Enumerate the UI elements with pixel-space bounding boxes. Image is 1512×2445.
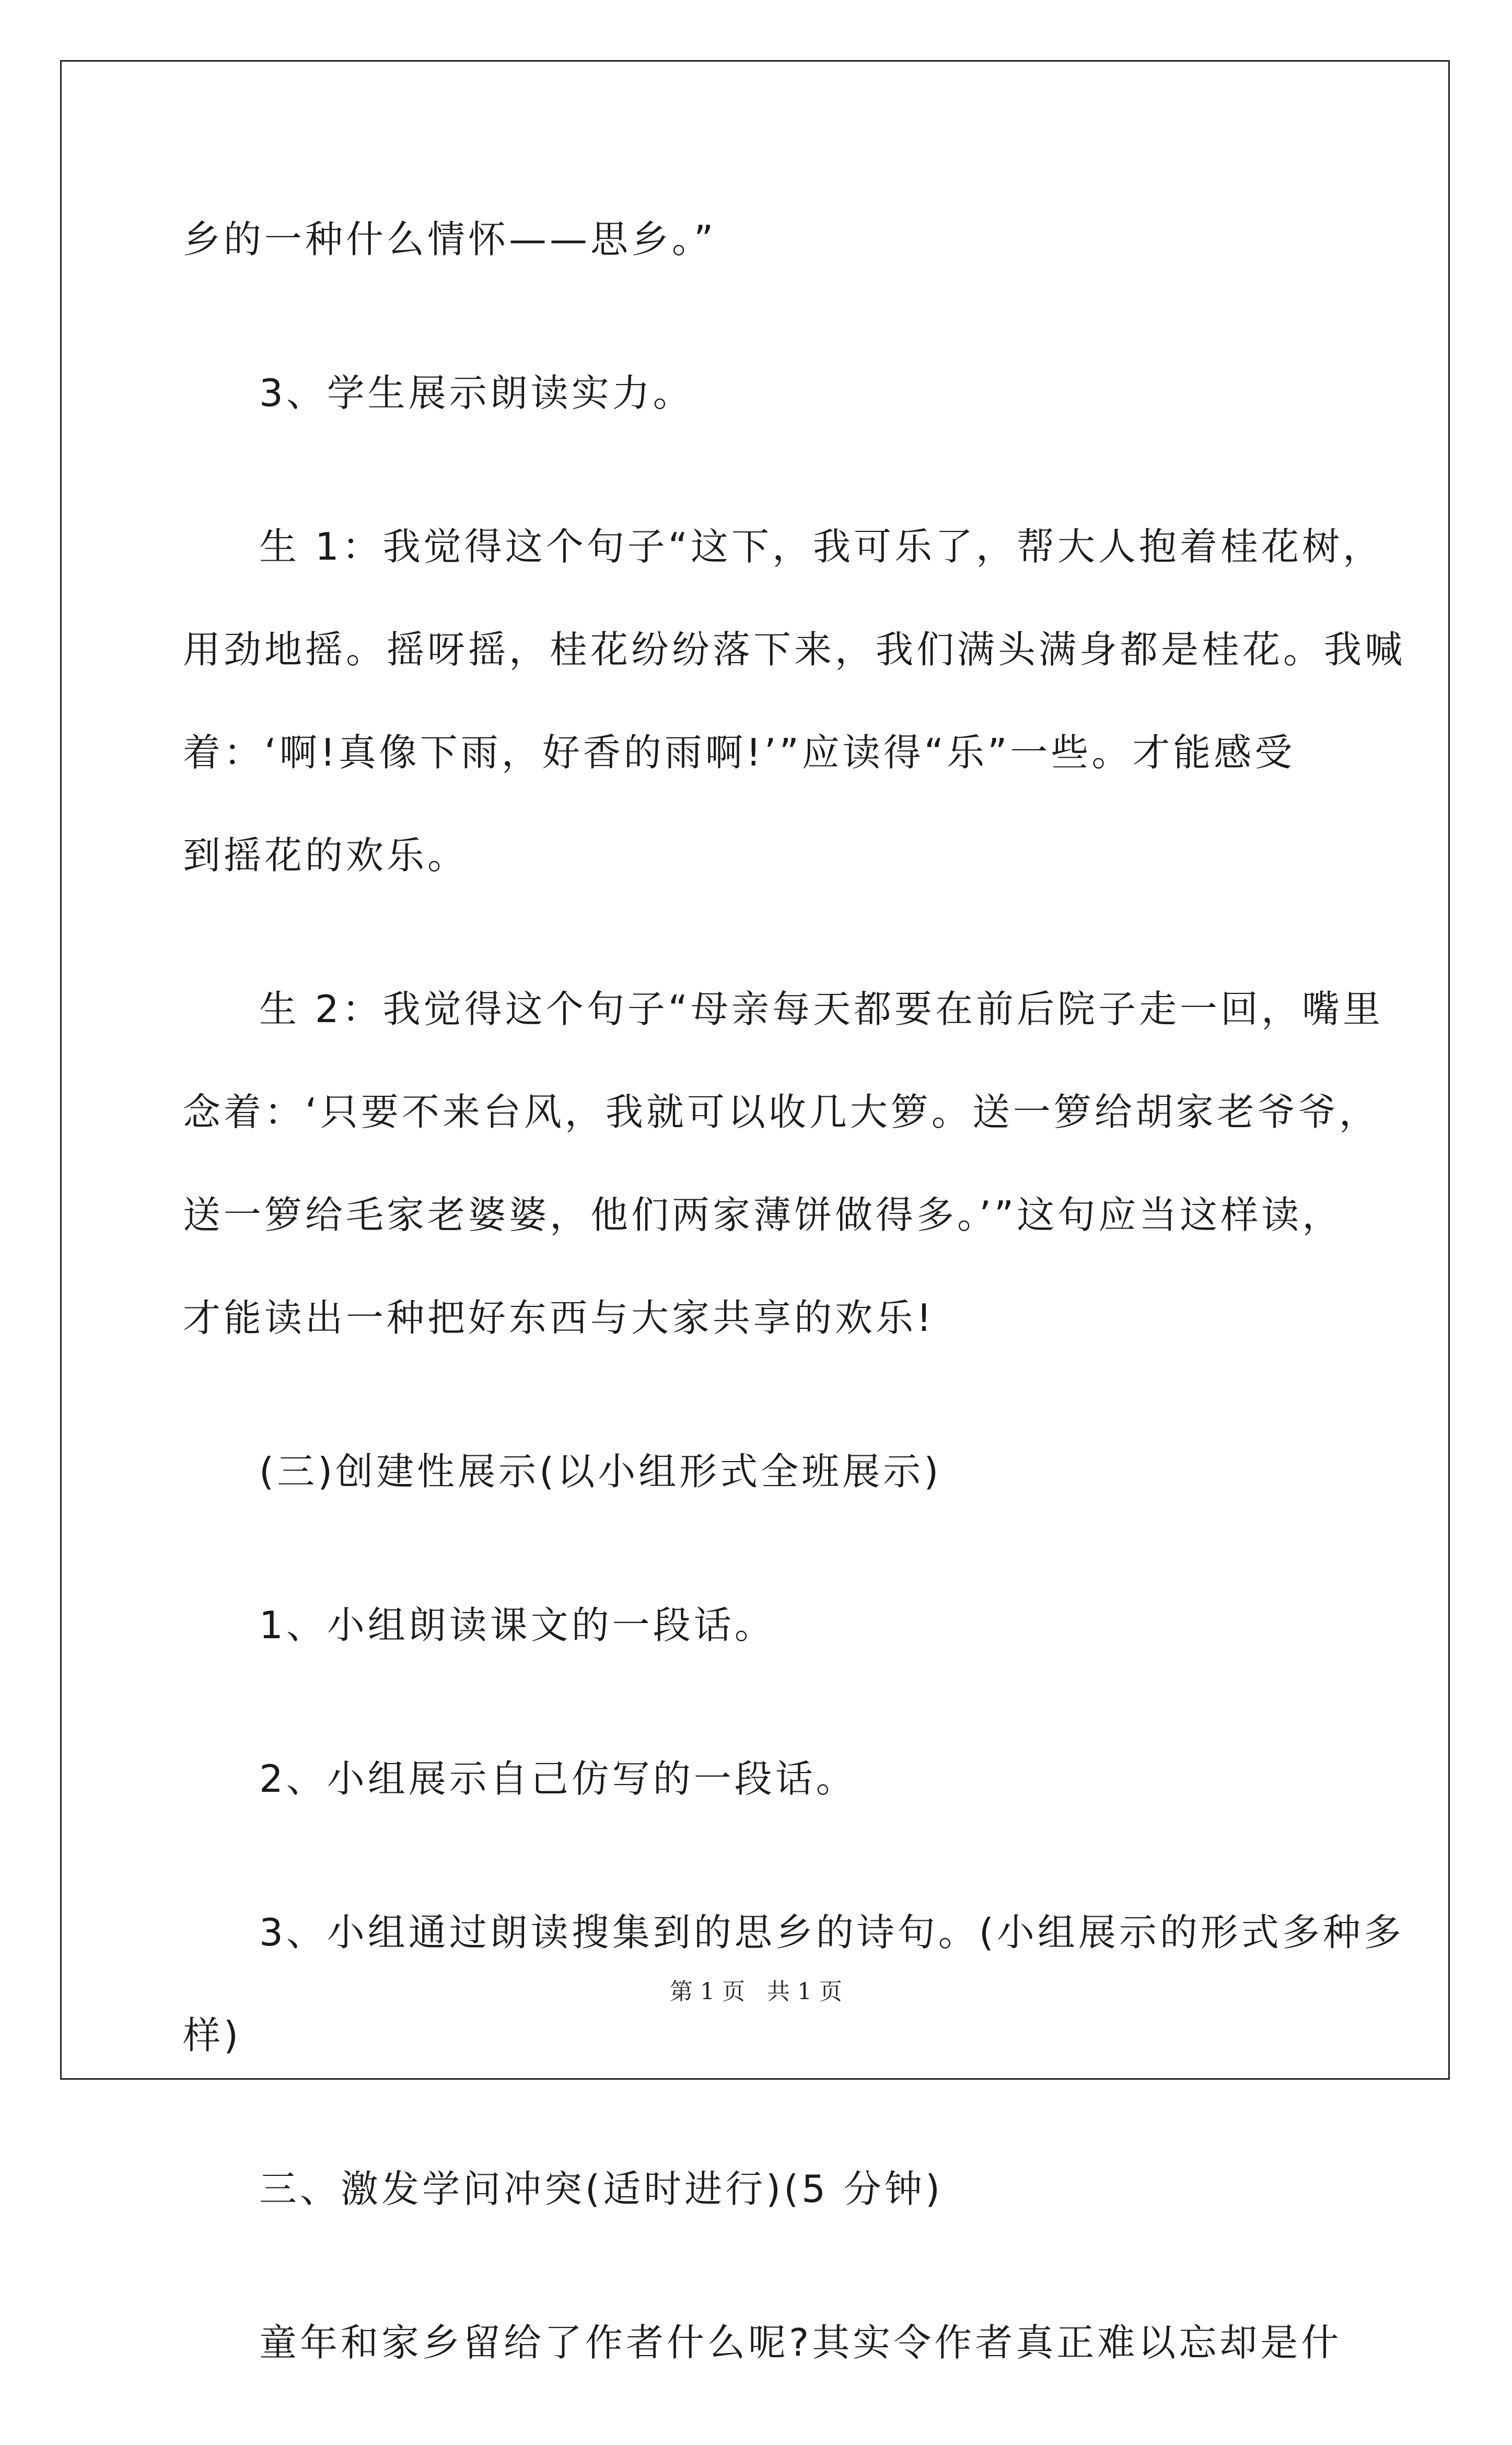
paragraph bbox=[183, 2138, 1332, 2241]
text-line: 3、小组通过朗读搜集到的思乡的诗句。(小组展示的形式多种多 bbox=[259, 1910, 1404, 1954]
paragraph bbox=[183, 342, 1332, 445]
text-line: 生 2：我觉得这个句子“母亲每天都要在前后院子走一回，嘴里 bbox=[259, 987, 1383, 1031]
paragraph bbox=[183, 958, 1383, 1370]
text-line: 2、小组展示自己仿写的一段话。 bbox=[259, 1757, 857, 1801]
page-footer bbox=[0, 1973, 1512, 2006]
page-number-current: 第 1 页 bbox=[670, 1978, 745, 2005]
text-line: 念着：‘只要不来台风，我就可以收几大箩。送一箩给胡家老爷爷， bbox=[183, 1090, 1380, 1134]
text-line: (三)创建性展示(以小组形式全班展示) bbox=[259, 1450, 942, 1493]
page-number-total: 共 1 页 bbox=[767, 1978, 842, 2005]
paragraph bbox=[183, 1728, 1332, 1830]
text-line: 送一箩给毛家老婆婆，他们两家薄饼做得多。’”这句应当这样读， bbox=[183, 1193, 1343, 1237]
text-line: 三、激发学问冲突(适时进行)(5 分钟) bbox=[259, 2167, 944, 2211]
text-line: 3、学生展示朗读实力。 bbox=[259, 371, 694, 415]
paragraph bbox=[183, 188, 1332, 291]
text-line: 着：‘啊!真像下雨，好香的雨啊!’”应读得“乐”一些。才能感受 bbox=[183, 731, 1296, 774]
text-line: 用劲地摇。摇呀摇，桂花纷纷落下来，我们满头满身都是桂花。我喊 bbox=[183, 628, 1406, 671]
text-line: 样) bbox=[183, 2013, 242, 2057]
text-line: 童年和家乡留给了作者什么呢?其实令作者真正难以忘却是什 bbox=[259, 2321, 1342, 2365]
paragraph bbox=[183, 1420, 1332, 1523]
text-line: 1、小组朗读课文的一段话。 bbox=[259, 1603, 775, 1647]
text-line: 生 1：我觉得这个句子“这下，我可乐了，帮大人抱着桂花树， bbox=[259, 525, 1383, 569]
text-line: 到摇花的欢乐。 bbox=[183, 833, 469, 877]
paragraph bbox=[183, 2291, 1342, 2394]
text-line: 才能读出一种把好东西与大家共享的欢乐! bbox=[183, 1296, 935, 1340]
document-body bbox=[183, 188, 1406, 2445]
paragraph bbox=[183, 1574, 1332, 1677]
paragraph bbox=[183, 495, 1406, 907]
text-line: 乡的一种什么情怀——思乡。” bbox=[183, 217, 717, 261]
